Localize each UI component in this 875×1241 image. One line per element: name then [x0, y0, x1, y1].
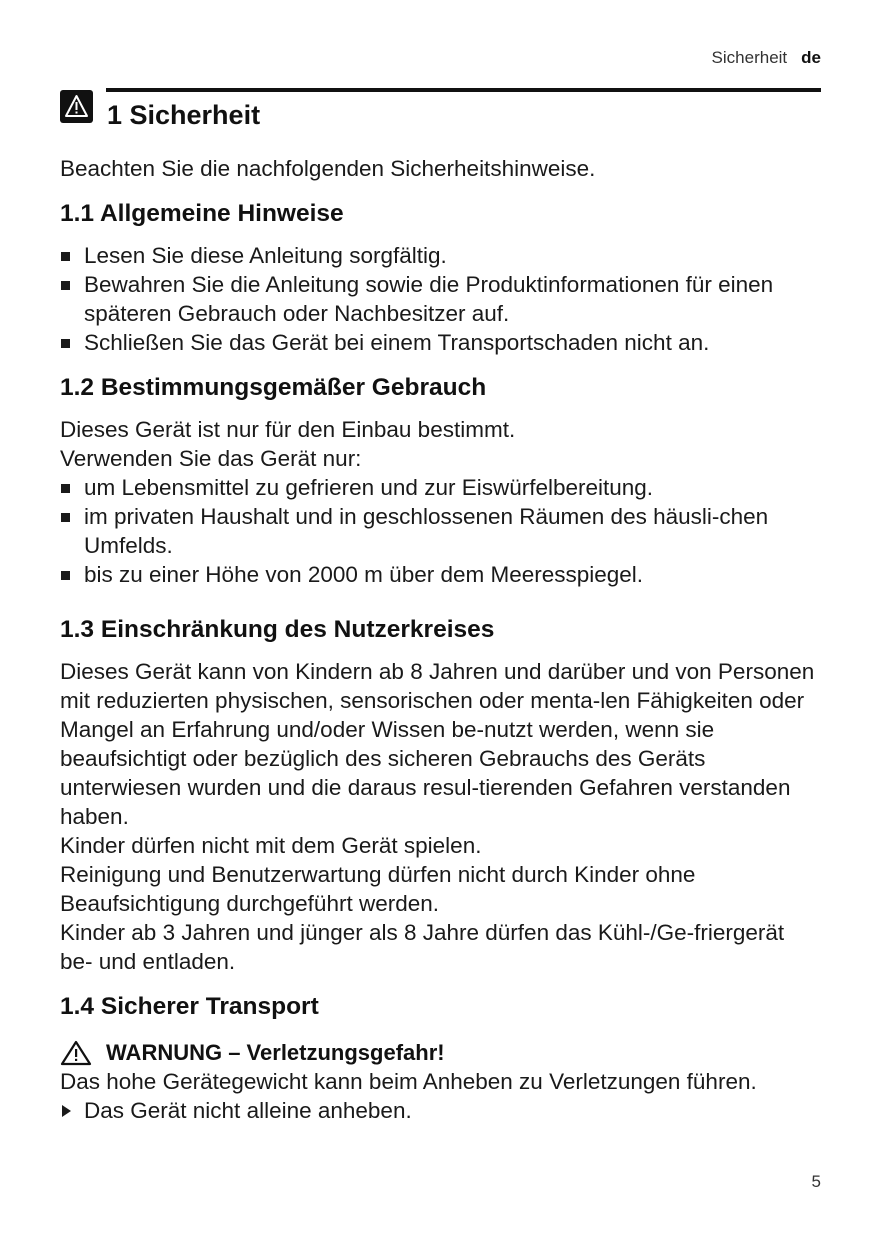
section-title-general: 1.1 Allgemeine Hinweise: [60, 200, 344, 227]
list-item: um Lebensmittel zu gefrieren und zur Eiswürfelbereitung.: [60, 473, 820, 502]
restriction-text: Kinder ab 3 Jahren und jünger als 8 Jahre dürfen das Kühl-/Ge-friergerät be- und entladen.: [60, 920, 785, 974]
list-item: Lesen Sie diese Anleitung sorgfältig.: [60, 241, 820, 270]
chapter-intro: Beachten Sie die nachfolgenden Sicherheitshinweise.: [60, 156, 596, 181]
header-language: de: [801, 48, 821, 67]
intended-use-text: Dieses Gerät ist nur für den Einbau bestimmt.: [60, 417, 516, 442]
restriction-text: Reinigung und Benutzerwartung dürfen nicht durch Kinder ohne Beaufsichtigung durchgeführt werden.: [60, 862, 696, 916]
section-title-transport: 1.4 Sicherer Transport: [60, 993, 319, 1020]
list-item: Bewahren Sie die Anleitung sowie die Produktinformationen für einen späteren Gebrauch oder Nachbesitzer auf.: [60, 270, 820, 328]
arrow-right-icon: [62, 1105, 71, 1117]
general-list: [60, 241, 820, 357]
restriction-text: Dieses Gerät kann von Kindern ab 8 Jahren und darüber und von Personen mit reduzierten physischen, sensorischen oder menta-len Fähigkeiten oder Mangel an Erfahrung und/oder Wissen be-nutzt werden, wenn sie beaufsichtigt oder bezüglich des sicheren Gebrauchs des Geräts unterwiesen wurden und die daraus resul-tierenden Gefahren verstanden haben.: [60, 659, 815, 829]
action-text: Das Gerät nicht alleine anheben.: [84, 1098, 412, 1123]
warning-heading: [60, 1038, 820, 1067]
intended-use-text: Verwenden Sie das Gerät nur:: [60, 446, 362, 471]
warning-title: WARNUNG – Verletzungsgefahr!: [106, 1040, 445, 1065]
chapter-title: 1 Sicherheit: [107, 100, 261, 130]
action-step: [60, 1096, 820, 1125]
chapter-rule: [106, 88, 821, 92]
header-section: Sicherheit: [711, 48, 788, 67]
list-item: bis zu einer Höhe von 2000 m über dem Meeresspiegel.: [60, 560, 820, 589]
section-title-intended-use: 1.2 Bestimmungsgemäßer Gebrauch: [60, 374, 487, 401]
page-content: [60, 154, 820, 1125]
chapter-heading: [60, 88, 821, 140]
section-title-restriction: 1.3 Einschränkung des Nutzerkreises: [60, 616, 495, 643]
warning-icon: [60, 1040, 92, 1066]
intended-use-list: [60, 473, 820, 589]
warning-triangle-icon: [60, 90, 93, 123]
running-header: [712, 48, 821, 68]
list-item: Schließen Sie das Gerät bei einem Transportschaden nicht an.: [60, 328, 820, 357]
list-item: im privaten Haushalt und in geschlossenen Räumen des häusli-chen Umfelds.: [60, 502, 820, 560]
page-number: 5: [811, 1172, 821, 1191]
restriction-text: Kinder dürfen nicht mit dem Gerät spielen.: [60, 833, 482, 858]
warning-text: Das hohe Gerätegewicht kann beim Anheben zu Verletzungen führen.: [60, 1069, 757, 1094]
